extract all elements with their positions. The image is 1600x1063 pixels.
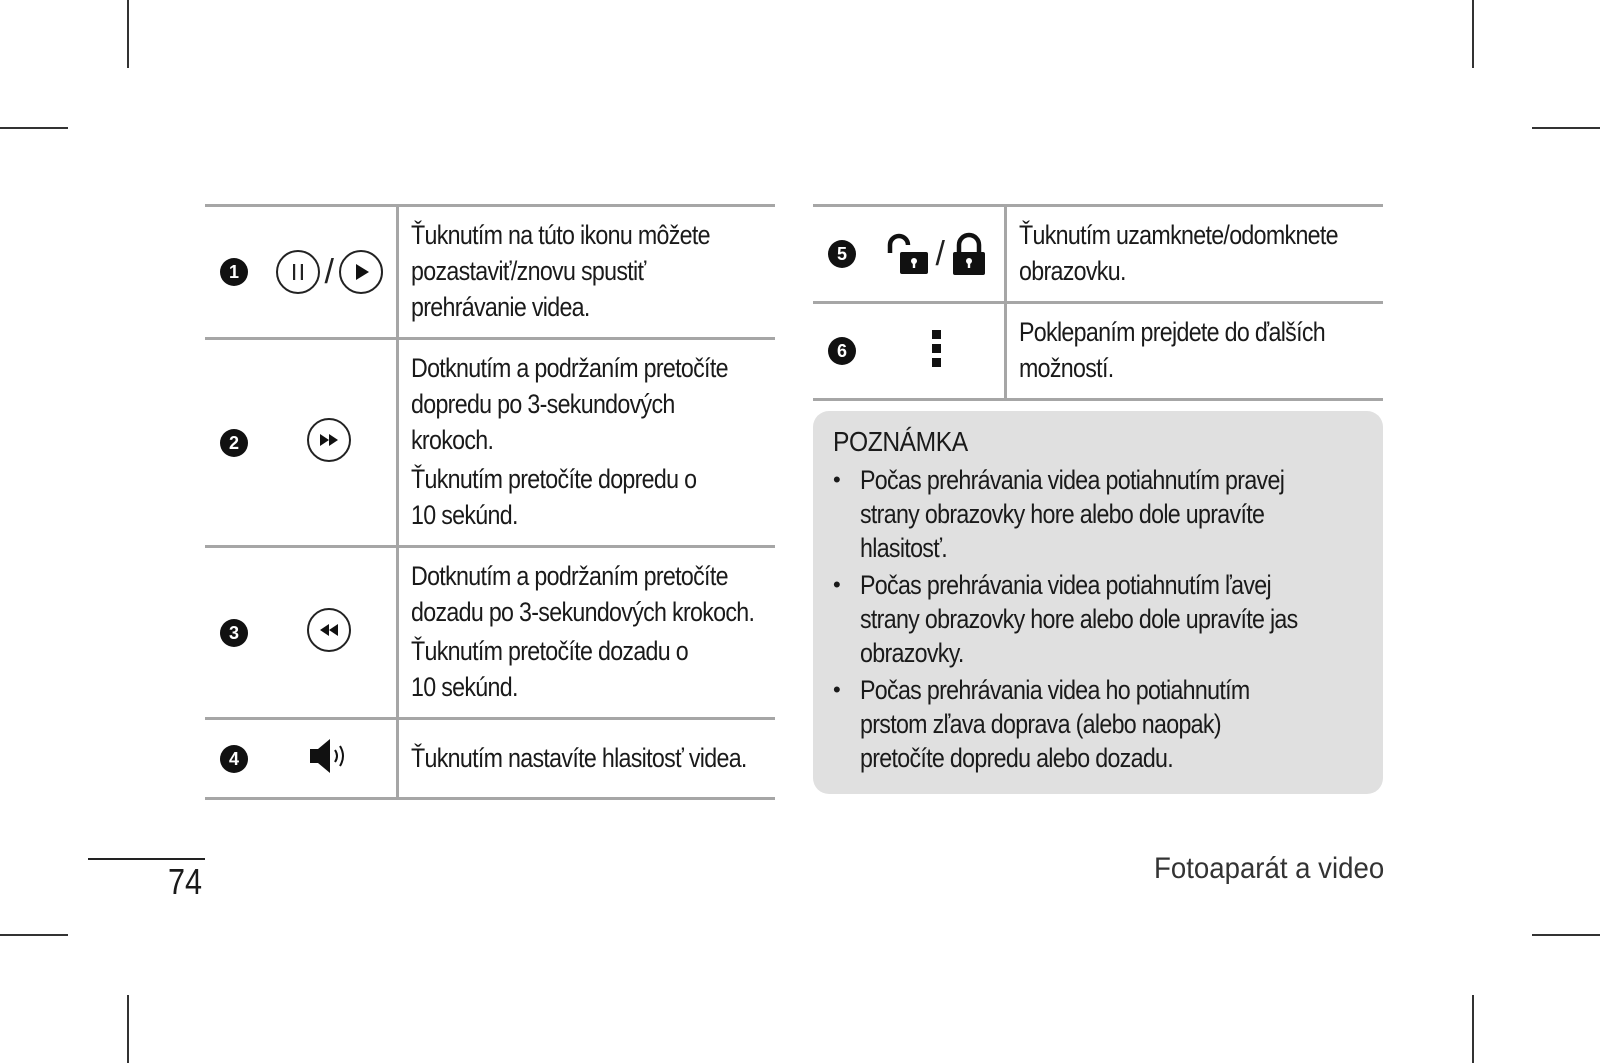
note-box xyxy=(813,411,1383,794)
icon-separator: / xyxy=(324,253,334,291)
row-number-badge: 3 xyxy=(220,619,248,647)
row-number-badge: 1 xyxy=(220,258,248,286)
description-line: obrazovku. xyxy=(1018,256,1126,286)
table-row xyxy=(813,303,1383,400)
note-title: POZNÁMKA xyxy=(833,426,968,457)
crop-mark xyxy=(127,0,129,68)
note-line: strany obrazovky hore alebo dole upravíte xyxy=(860,499,1265,529)
note-line: Počas prehrávania videa potiahnutím ľavej xyxy=(860,570,1271,600)
list-item xyxy=(833,463,1365,565)
description-line: 10 sekúnd. xyxy=(410,500,518,530)
row-description xyxy=(397,547,775,719)
crop-mark xyxy=(1532,127,1600,129)
icon-separator: / xyxy=(935,235,945,273)
table-row xyxy=(813,206,1383,303)
section-title: Fotoaparát a video xyxy=(1153,852,1384,885)
crop-mark xyxy=(0,127,68,129)
row-number-badge: 5 xyxy=(828,240,856,268)
bullet: • xyxy=(833,677,841,702)
description-line: Ťuknutím na túto ikonu môžete xyxy=(410,220,710,250)
note-line: strany obrazovky hore alebo dole upravíte jas xyxy=(860,604,1298,634)
note-line: Počas prehrávania videa ho potiahnutím xyxy=(860,675,1250,705)
note-line: hlasitosť. xyxy=(860,533,948,563)
description-line: možností. xyxy=(1018,353,1113,383)
row-number-badge: 6 xyxy=(828,337,856,365)
description-line: dozadu po 3-sekundových krokoch. xyxy=(410,597,754,627)
description-line: Ťuknutím nastavíte hlasitosť videa. xyxy=(410,742,747,773)
table-row xyxy=(205,339,775,547)
controls-table-left xyxy=(205,204,775,800)
description-line: Dotknutím a podržaním pretočíte xyxy=(410,353,728,383)
pause-icon xyxy=(275,249,321,295)
fast-forward-icon xyxy=(306,417,352,463)
note-line: pretočíte dopredu alebo dozadu. xyxy=(860,743,1174,773)
rewind-icon xyxy=(306,607,352,653)
description-line: Ťuknutím pretočíte dozadu o xyxy=(410,636,688,666)
row-description xyxy=(1005,206,1383,303)
row-number-badge: 4 xyxy=(220,745,248,773)
bullet: • xyxy=(833,572,841,597)
description-line: krokoch. xyxy=(410,425,493,455)
page-number: 74 xyxy=(168,861,203,902)
description-line: Poklepaním prejdete do ďalších xyxy=(1018,317,1325,347)
row-number-badge: 2 xyxy=(220,429,248,457)
row-description xyxy=(397,206,775,339)
list-item xyxy=(833,568,1365,670)
note-line: Počas prehrávania videa potiahnutím pravej xyxy=(860,465,1285,495)
row-description xyxy=(1005,303,1383,400)
controls-table-right xyxy=(813,204,1383,401)
crop-mark xyxy=(127,995,129,1063)
description-line: Ťuknutím uzamknete/odomknete xyxy=(1018,220,1338,250)
description-line: 10 sekúnd. xyxy=(410,672,518,702)
play-icon xyxy=(338,249,384,295)
volume-icon xyxy=(307,736,351,776)
crop-mark xyxy=(1472,0,1474,68)
lock-icon xyxy=(949,231,989,277)
crop-mark xyxy=(1472,995,1474,1063)
bullet: • xyxy=(833,467,841,492)
crop-mark xyxy=(1532,934,1600,936)
note-line: obrazovky. xyxy=(860,638,964,668)
row-description xyxy=(397,719,775,799)
description-line: dopredu po 3-sekundových xyxy=(410,389,675,419)
row-description xyxy=(397,339,775,547)
note-list xyxy=(833,463,1365,775)
table-row xyxy=(205,206,775,339)
table-row xyxy=(205,547,775,719)
description-line: pozastaviť/znovu spustiť xyxy=(410,256,646,286)
description-line: prehrávanie videa. xyxy=(410,292,590,322)
description-line: Ťuknutím pretočíte dopredu o xyxy=(410,464,696,494)
description-line: Dotknutím a podržaním pretočíte xyxy=(410,561,728,591)
table-row xyxy=(205,719,775,799)
unlock-icon xyxy=(886,231,932,277)
more-options-icon xyxy=(930,327,944,371)
crop-mark xyxy=(0,934,68,936)
list-item xyxy=(833,673,1365,775)
footer-rule xyxy=(88,858,205,860)
note-line: prstom zľava doprava (alebo naopak) xyxy=(860,709,1221,739)
